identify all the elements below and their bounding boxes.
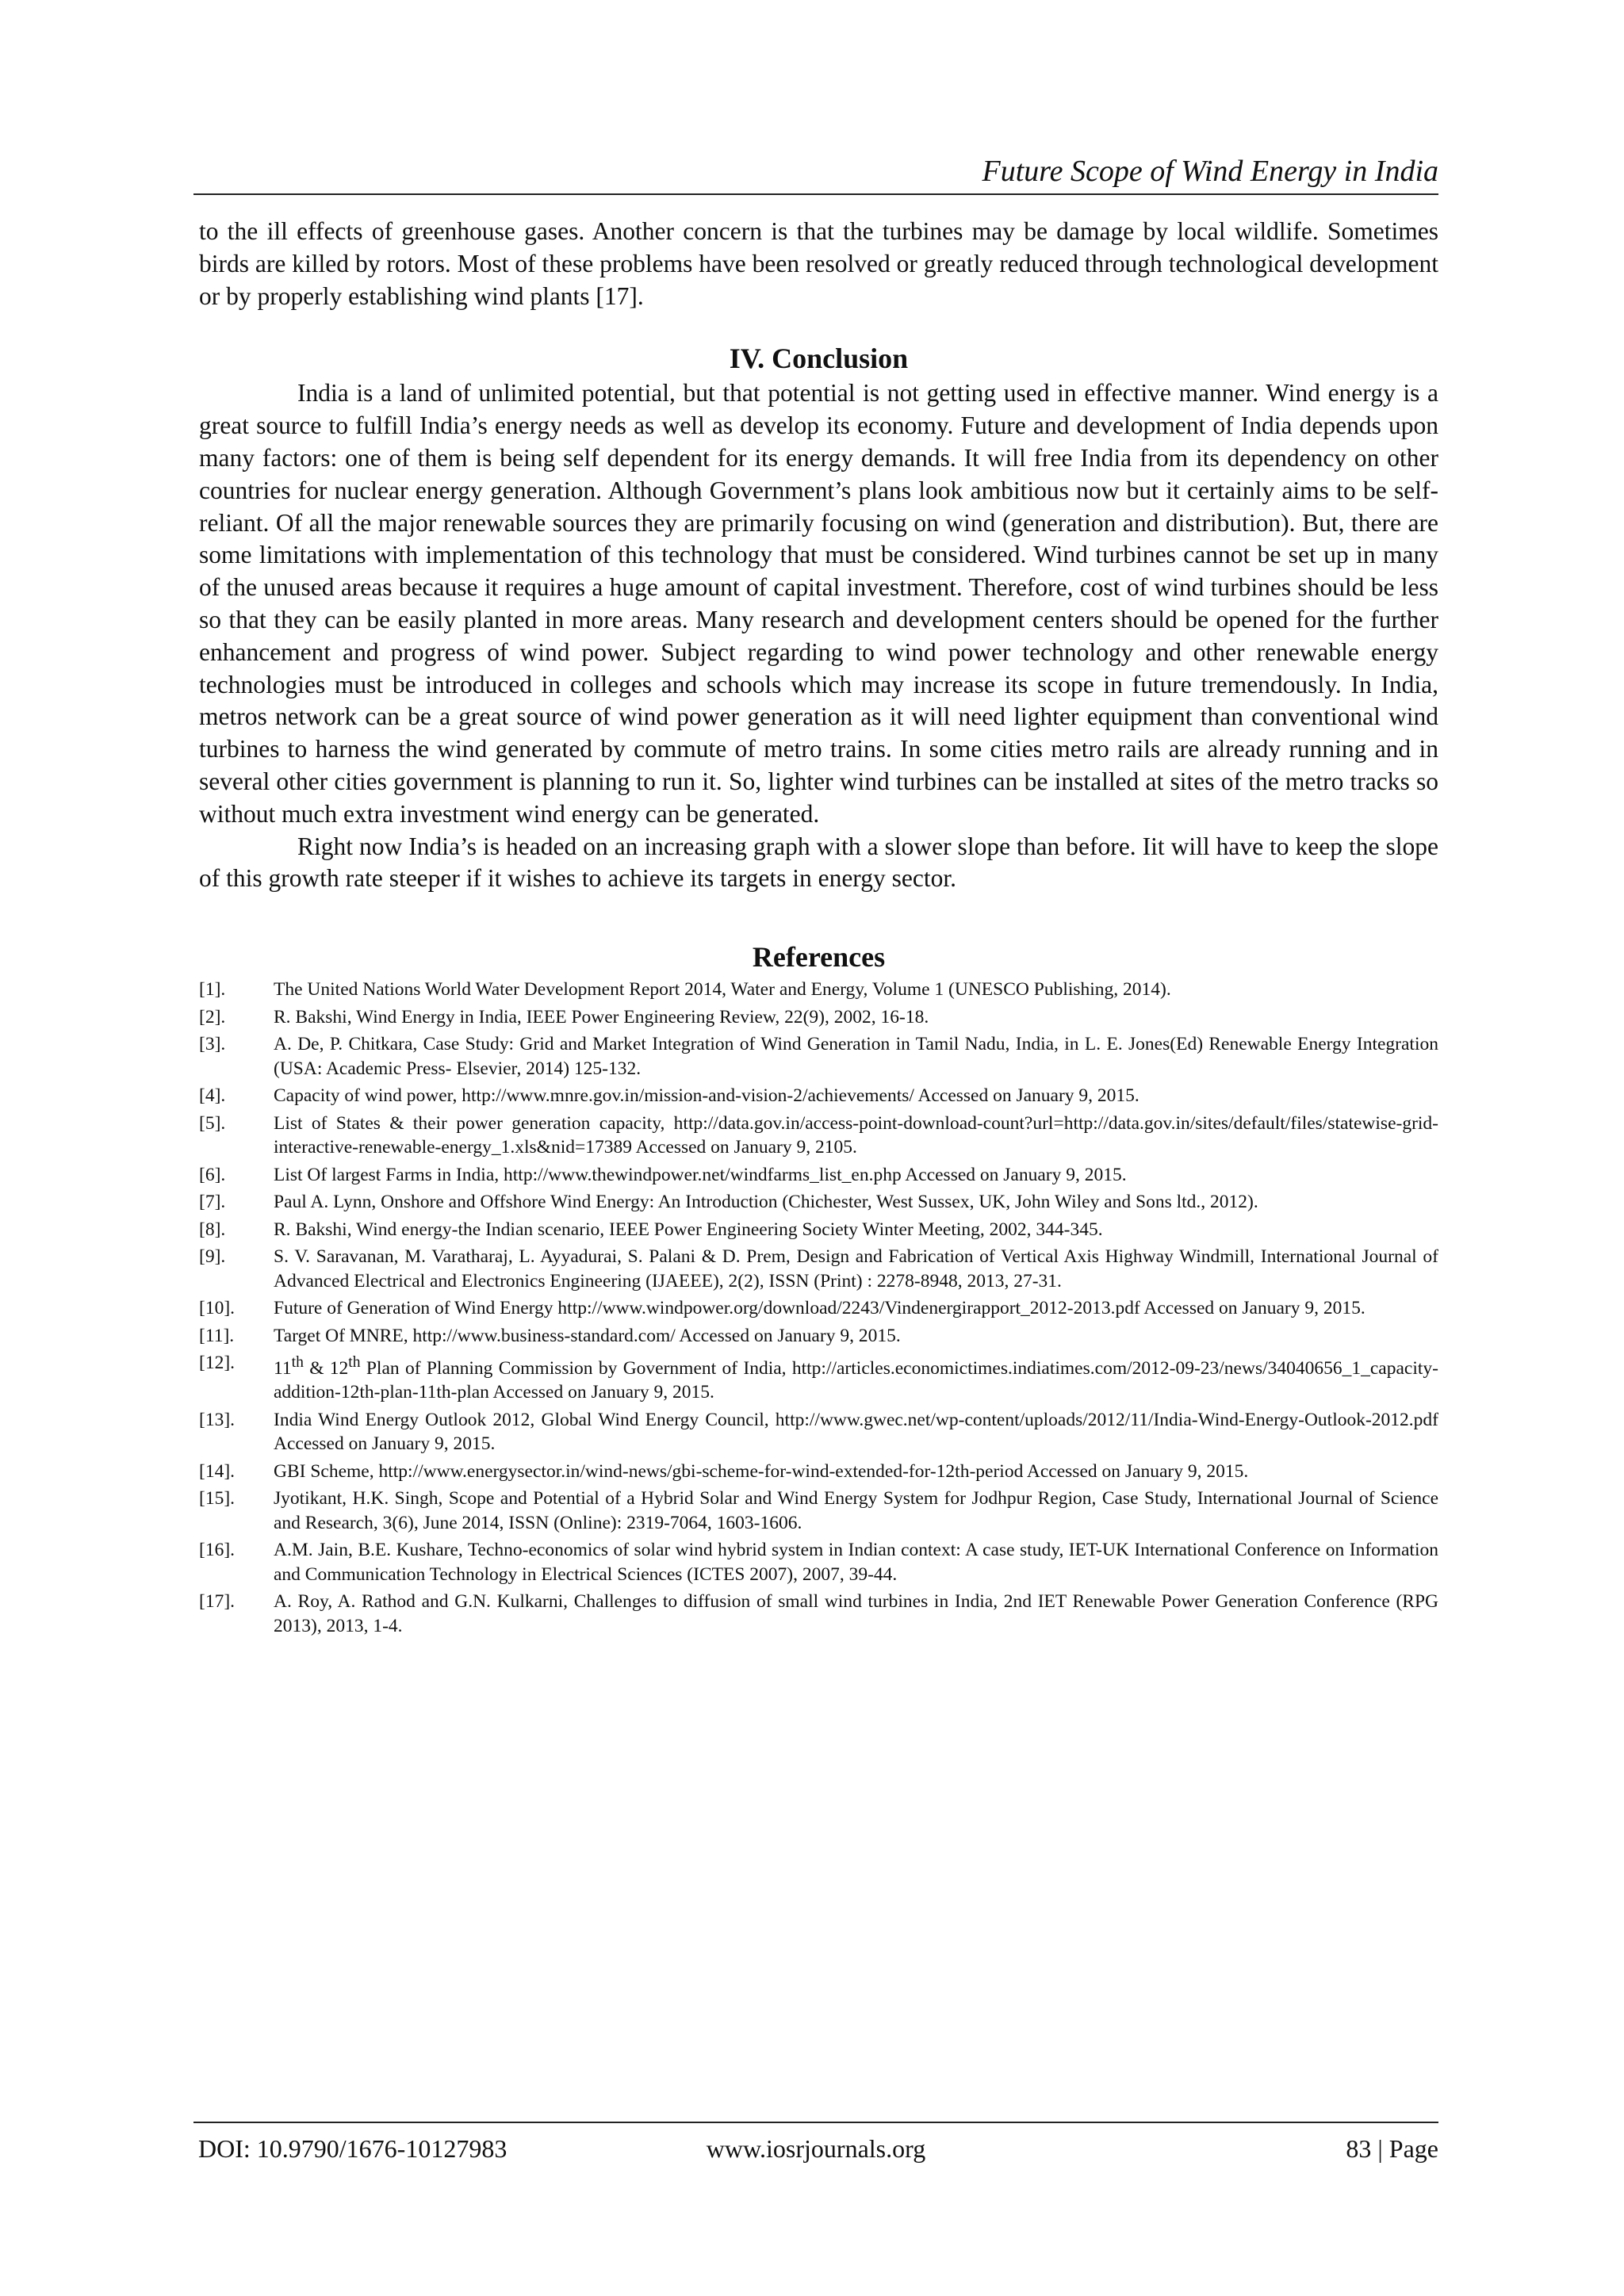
reference-text: The United Nations World Water Development Report 2014, Water and Energy, Volume 1 (UNESCO Publishing, 2014). [274, 979, 1171, 1001]
reference-number: [8]. [199, 1219, 226, 1240]
journal-website-link[interactable]: www.iosrjournals.org [706, 2134, 926, 2163]
reference-item [199, 1005, 1438, 1030]
references-heading: References [752, 941, 886, 974]
reference-text: Target Of MNRE, http://www.business-standard.com/ Accessed on January 9, 2015. [274, 1325, 901, 1346]
reference-item [199, 1487, 1438, 1535]
reference-item [199, 1590, 1438, 1638]
reference-item [199, 1538, 1438, 1586]
reference-text: A. Roy, A. Rathod and G.N. Kulkarni, Challenges to diffusion of small wind turbines in India, 2nd IET Renewable Power Generation Conference (RPG 2013), 2013, 1-4. [274, 1591, 1438, 1636]
reference-number: [9]. [199, 1246, 226, 1268]
reference-text: Capacity of wind power, http://www.mnre.gov.in/mission-and-vision-2/achievements/ Accessed on January 9, 2015. [274, 1085, 1139, 1107]
conclusion-paragraph: India is a land of unlimited potential, but that potential is not getting used in effective manner. Wind energy is a great source to fulfill India’s energy needs as well as develop its economy. Future and development of India depends upon many factors: one of them is being self dependent for its energy demands. It will free India from its dependency on other countries for nuclear energy generation. Although Government’s plans look ambitious now but it certainly aims to be self-reliant. Of all the major renewable sources they are primarily focusing on wind (generation and distribution). But, there are some limitations with implementation of this technology that must be considered. Wind turbines cannot be set up in many of the unused areas because it requires a huge amount of capital investment. Therefore, cost of wind turbines should be less so that they can be easily planted in more areas. Many research and development centers should be opened for the further enhancement and progress of wind power. Subject regarding to wind power technology and other renewable energy technologies must be introduced in colleges and schools which may increase its scope in future tremendously. In India, metros network can be a great source of wind power generation as it will need lighter equipment than conventional wind turbines to harness the wind generated by commute of metro trains. In some cities metro rails are already running and in several other cities government is planning to run it. So, lighter wind turbines can be installed at sites of the metro tracks so without much extra investment wind energy can be generated. [199, 379, 1438, 828]
reference-item [199, 1084, 1438, 1108]
reference-number: [3]. [199, 1034, 226, 1055]
continuation-paragraph: to the ill effects of greenhouse gases. Another concern is that the turbines may be damage by local wildlife. Sometimes birds are killed by rotors. Most of these problems have been resolved or greatly reduced through technological development or by properly establishing wind plants [17]. [199, 217, 1438, 310]
reference-item [199, 1163, 1438, 1188]
reference-number: [7]. [199, 1192, 226, 1213]
reference-item [199, 1324, 1438, 1349]
reference-text: GBI Scheme, http://www.energysector.in/wind-news/gbi-scheme-for-wind-extended-for-12th-period Accessed on January 9, 2015. [274, 1460, 1249, 1482]
reference-item [199, 1112, 1438, 1160]
reference-text: Future of Generation of Wind Energy http://www.windpower.org/download/2243/Vindenergirapport_2012-2013.pdf Accessed on January 9, 2015. [274, 1298, 1365, 1319]
reference-number: [15]. [199, 1488, 236, 1510]
reference-item [199, 1408, 1438, 1456]
running-title: Future Scope of Wind Energy in India [982, 155, 1438, 188]
reference-number: [11]. [199, 1325, 235, 1346]
article-body [199, 216, 1438, 1641]
reference-item [199, 1218, 1438, 1242]
ordinal-suffix: th [291, 1354, 304, 1372]
reference-item [199, 1296, 1438, 1321]
reference-number: [1]. [199, 979, 226, 1001]
ordinal-suffix: th [348, 1354, 361, 1372]
reference-text: Paul A. Lynn, Onshore and Offshore Wind Energy: An Introduction (Chichester, West Sussex, UK, John Wiley and Sons ltd., 2012). [274, 1192, 1258, 1213]
reference-item [199, 1351, 1438, 1405]
reference-text: R. Bakshi, Wind Energy in India, IEEE Power Engineering Review, 22(9), 2002, 16-18. [274, 1006, 929, 1027]
reference-item [199, 1245, 1438, 1293]
reference-ordinal: & 12 [303, 1357, 349, 1379]
conclusion-paragraph: Right now India’s is headed on an increasing graph with a slower slope than before. Iit will have to keep the slope of this growth rate steeper if it wishes to achieve its targets in energy sector. [199, 832, 1438, 893]
reference-number: [2]. [199, 1006, 226, 1027]
reference-text: A. De, P. Chitkara, Case Study: Grid and Market Integration of Wind Generation in Tamil Nadu, India, in L. E. Jones(Ed) Renewable Energy Integration (USA: Academic Press- Elsevier, 2014) 125-132. [274, 1034, 1438, 1079]
reference-text: S. V. Saravanan, M. Varatharaj, L. Ayyadurai, S. Palani & D. Prem, Design and Fabrication of Vertical Axis Highway Windmill, International Journal of Advanced Electrical and Electronics Engineering (IJAEEE), 2(2), ISSN (Print) : 2278-8948, 2013, 27-31. [274, 1246, 1438, 1292]
reference-item [199, 1460, 1438, 1484]
reference-text: List of States & their power generation capacity, http://data.gov.in/access-point-download-count?url=http://data.gov.in/sites/default/files/statewise-grid-interactive-renewable-energy_1.xls&nid=17389 Accessed on January 9, 2105. [274, 1112, 1438, 1158]
reference-number: [10]. [199, 1298, 236, 1319]
reference-number: [5]. [199, 1112, 226, 1134]
references-list [199, 978, 1438, 1638]
reference-item [199, 978, 1438, 1002]
reference-text: R. Bakshi, Wind energy-the Indian scenario, IEEE Power Engineering Society Winter Meeting, 2002, 344-345. [274, 1219, 1103, 1240]
reference-item [199, 1190, 1438, 1215]
reference-ordinal: 11 [274, 1357, 292, 1379]
reference-text-rest: Plan of Planning Commission by Government of India, http://articles.economictimes.indiatimes.com/2012-09-23/news/34040656_1_capacity-addition-12th-plan-11th-plan Accessed on January 9, 2015. [274, 1357, 1438, 1403]
reference-text: India Wind Energy Outlook 2012, Global Wind Energy Council, http://www.gwec.net/wp-content/uploads/2012/11/India-Wind-Energy-Outlook-2012.pdf Accessed on January 9, 2015. [274, 1409, 1438, 1455]
reference-number: [4]. [199, 1085, 226, 1107]
reference-text: List Of largest Farms in India, http://www.thewindpower.net/windfarms_list_en.php Accessed on January 9, 2015. [274, 1164, 1127, 1185]
reference-number: [16]. [199, 1540, 236, 1561]
reference-number: [12]. [199, 1353, 236, 1374]
page-number: 83 | Page [1346, 2134, 1438, 2163]
reference-number: [6]. [199, 1164, 226, 1185]
reference-text [274, 1351, 1438, 1405]
reference-number: [14]. [199, 1460, 236, 1482]
doi-text: DOI: 10.9790/1676-10127983 [198, 2134, 508, 2163]
conclusion-heading: IV. Conclusion [729, 342, 909, 375]
reference-text: Jyotikant, H.K. Singh, Scope and Potential of a Hybrid Solar and Wind Energy System for Jodhpur Region, Case Study, International Journal of Science and Research, 3(6), June 2014, ISSN (Online): 2319-7064, 1603-1606. [274, 1488, 1438, 1533]
reference-number: [17]. [199, 1591, 236, 1613]
reference-number: [13]. [199, 1409, 236, 1430]
reference-text: A.M. Jain, B.E. Kushare, Techno-economics of solar wind hybrid system in Indian context: A case study, IET-UK International Conference on Information and Communication Technology in Electrical Sciences (ICTES 2007), 2007, 39-44. [274, 1540, 1438, 1585]
page-footer [193, 2122, 1438, 2174]
reference-item [199, 1032, 1438, 1081]
page-header [193, 149, 1438, 195]
